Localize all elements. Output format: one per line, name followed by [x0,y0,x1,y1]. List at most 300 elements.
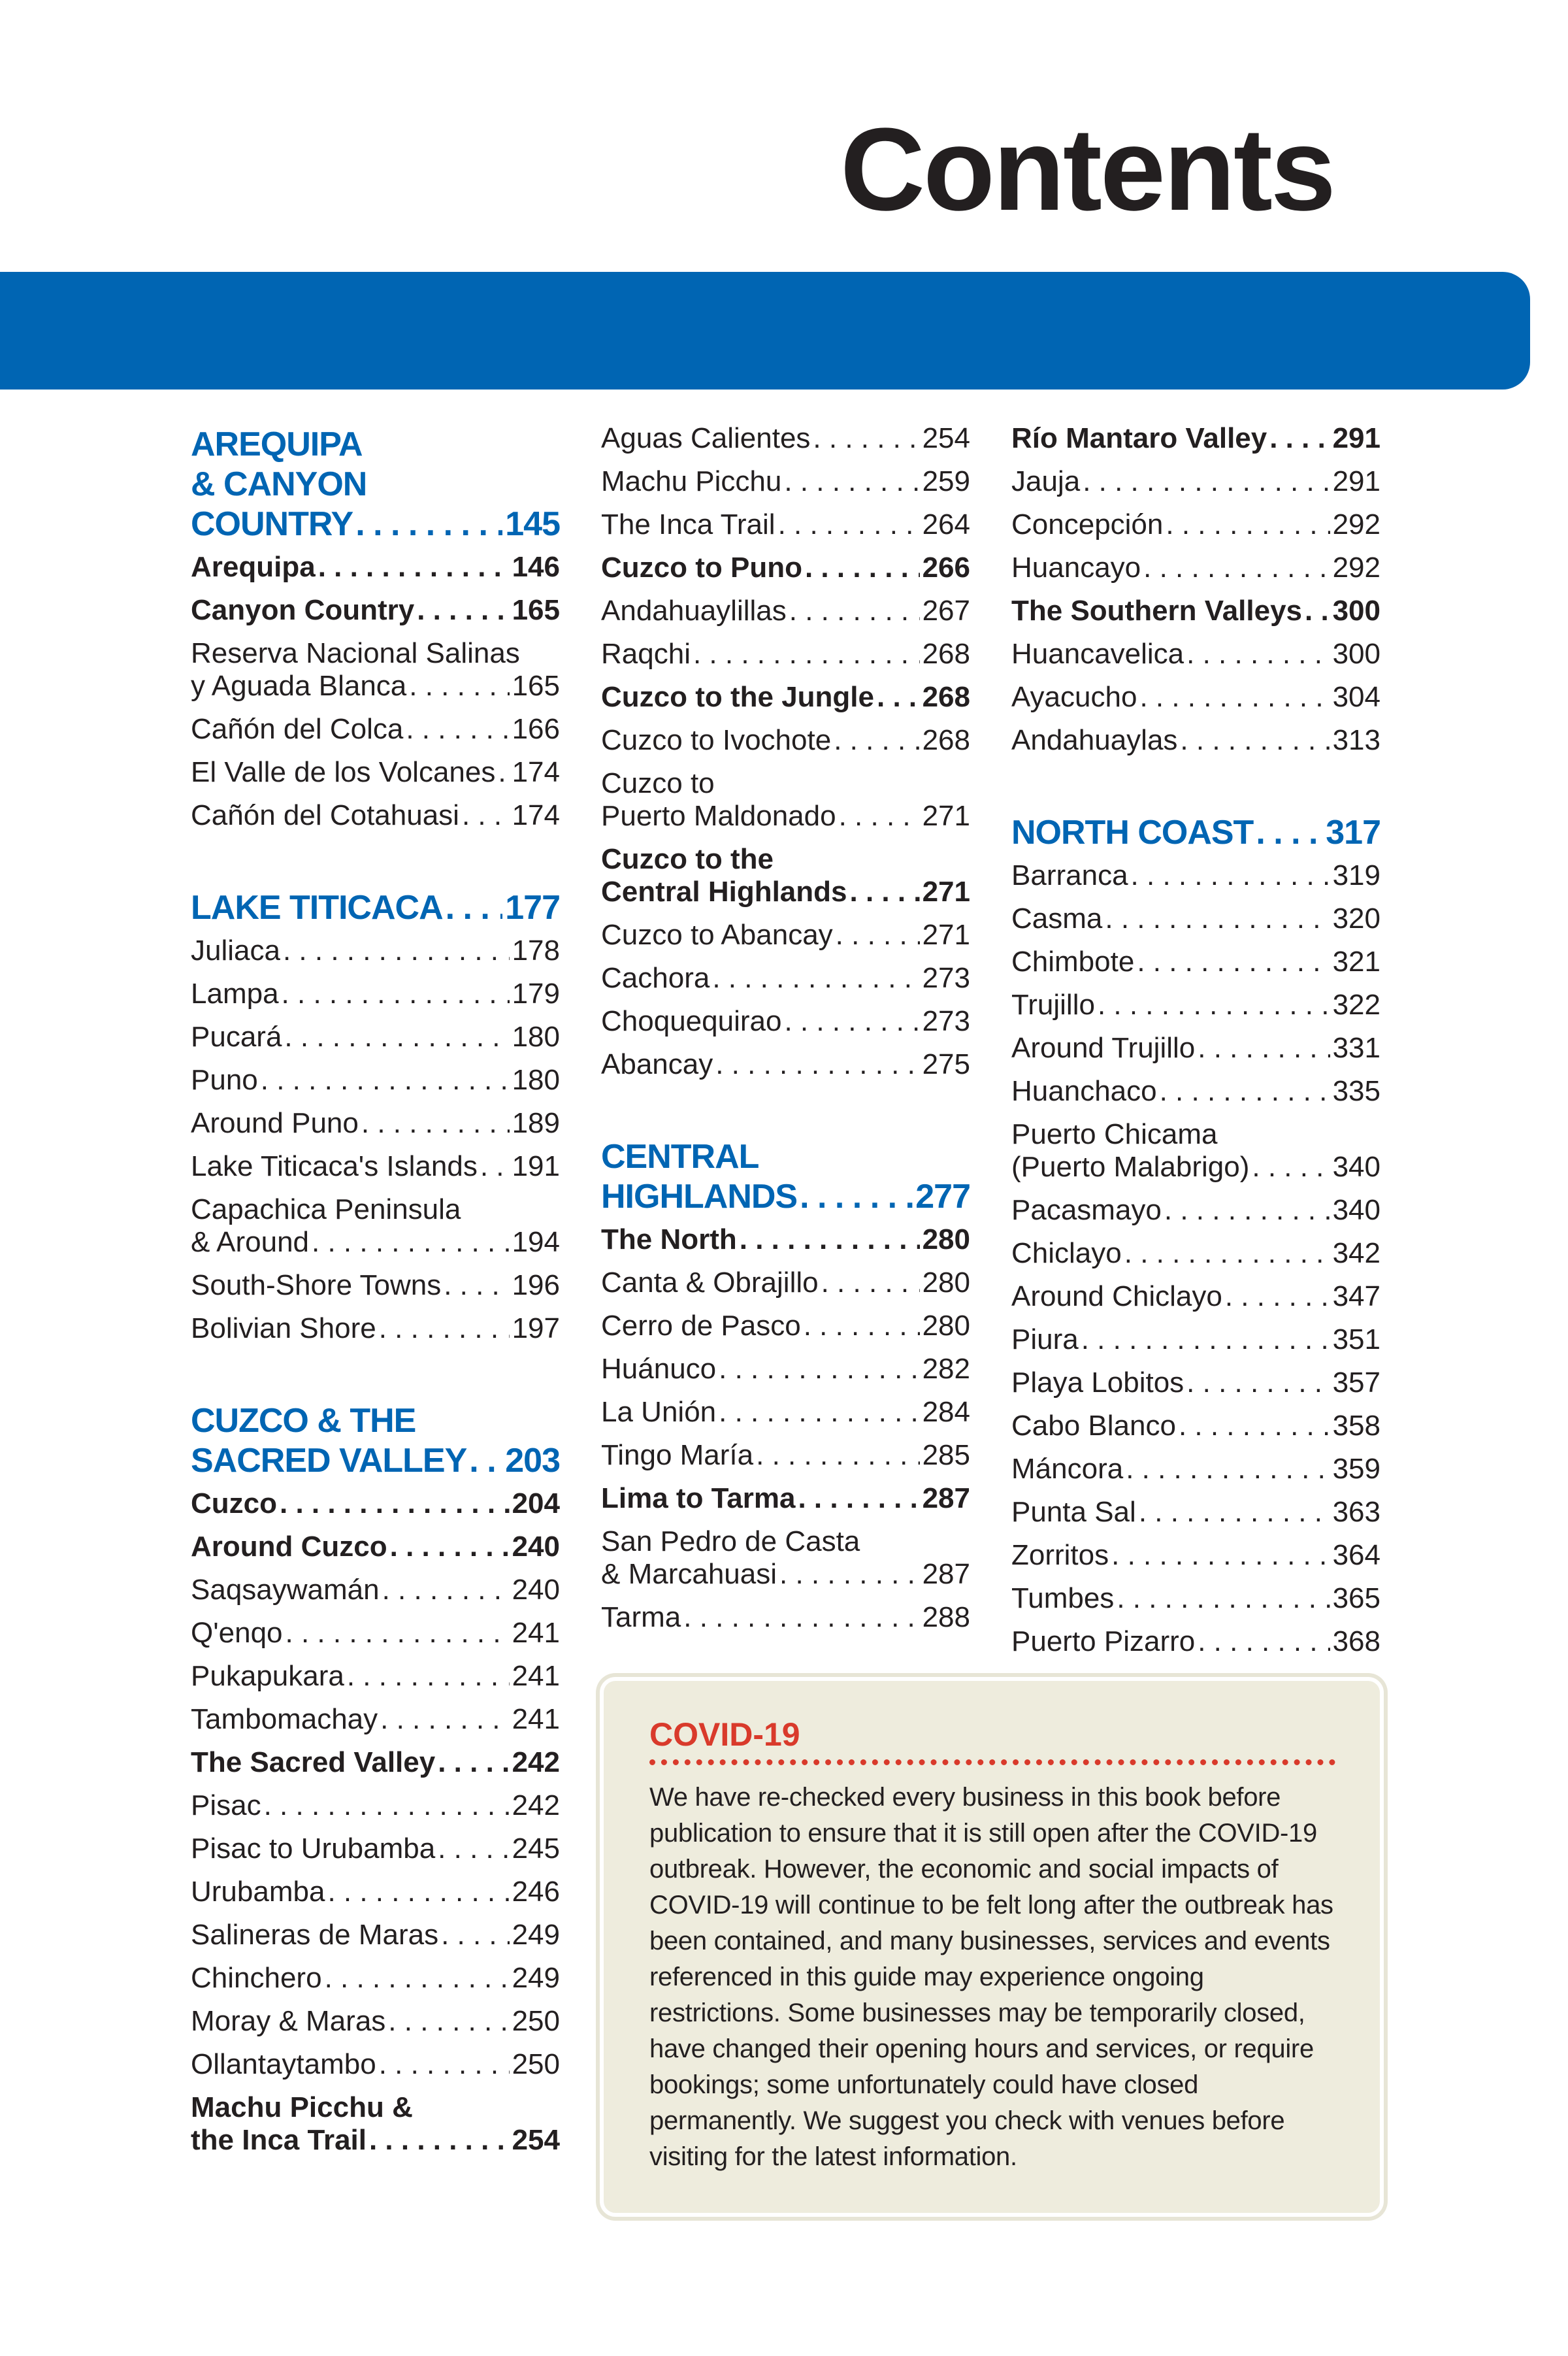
entry-title: Tarma [601,1601,681,1633]
dot-leader [462,799,510,832]
toc-entry[interactable] [191,1064,560,1097]
toc-column-2 [601,422,970,1690]
toc-entry[interactable] [601,508,970,541]
entry-title: Abancay [601,1048,713,1080]
dot-leader [1139,681,1330,714]
toc-entry[interactable] [1011,595,1380,627]
header-banner [0,272,1530,390]
dot-leader [1179,1410,1330,1442]
entry-page-number: 363 [1332,1496,1380,1528]
toc-entry[interactable] [191,1703,560,1736]
toc-entry[interactable] [191,935,560,967]
dot-leader [388,2005,509,2038]
entry-title: Zorritos [1011,1539,1109,1571]
entry-page-number: 165 [512,594,560,626]
entry-last-line [601,876,970,908]
dot-leader [280,1487,510,1520]
entry-title: Q'enqo [191,1617,283,1649]
section-heading-line: NORTH COAST [1011,814,1254,852]
entry-title: South-Shore Towns [191,1269,442,1301]
toc-section [601,422,970,1081]
toc-entry[interactable] [1011,1539,1380,1572]
dot-leader [1198,1625,1330,1658]
dot-leader [1198,1032,1330,1065]
toc-entry[interactable] [1011,1323,1380,1356]
dot-leader [438,1746,509,1779]
entry-title: Cuzco to Abancay [601,919,833,951]
entry-page-number: 166 [512,713,560,745]
entry-title: Pacasmayo [1011,1194,1162,1226]
toc-section [191,888,560,1345]
toc-entry[interactable] [191,1746,560,1779]
entry-title: Around Puno [191,1107,359,1139]
toc-entry[interactable] [1011,552,1380,584]
entry-page-number: 264 [922,508,970,540]
page-title: Contents [840,104,1334,235]
toc-section [1011,813,1380,1658]
section-page-number: 203 [505,1442,560,1480]
entry-title: Lima to Tarma [601,1482,796,1514]
dot-leader [369,2124,510,2157]
entry-title: The North [601,1223,737,1255]
toc-entry[interactable] [1011,681,1380,714]
dot-leader [1137,946,1330,978]
entry-page-number: 174 [512,799,560,831]
toc-entry[interactable] [191,1487,560,1520]
toc-entry[interactable] [1011,1496,1380,1529]
entry-page-number: 271 [922,876,970,908]
toc-entry[interactable] [191,551,560,584]
dot-leader [756,1439,919,1472]
toc-entry[interactable] [601,1353,970,1385]
entry-page-number: 275 [922,1048,970,1080]
dot-leader [712,962,919,995]
toc-entry[interactable] [601,1267,970,1299]
toc-entry[interactable] [601,1310,970,1342]
entry-title: Cañón del Colca [191,713,404,745]
entry-page-number: 291 [1332,465,1380,497]
toc-entry[interactable] [601,1005,970,1038]
dot-leader [446,888,503,928]
section-page-number: 317 [1326,814,1380,852]
entry-last-line [1011,1151,1380,1184]
entry-title-line: y Aguada Blanca [191,670,407,702]
toc-entry[interactable] [191,713,560,746]
dot-leader [438,1833,509,1865]
toc-entry[interactable] [191,978,560,1010]
entry-page-number: 340 [1332,1194,1380,1226]
dot-leader [286,1617,510,1650]
entry-title: Playa Lobitos [1011,1367,1184,1399]
entry-title: Cuzco to Ivochote [601,724,832,756]
dot-leader [1131,859,1330,892]
entry-page-number: 180 [512,1064,560,1096]
dot-leader [1164,1194,1330,1227]
toc-entry[interactable] [191,2048,560,2081]
toc-entry[interactable] [1011,1625,1380,1658]
dot-leader [283,935,510,967]
entry-title: Raqchi [601,638,691,670]
entry-list [191,935,560,1345]
entry-page-number: 246 [512,1876,560,1908]
entry-title: Cabo Blanco [1011,1410,1176,1442]
toc-entry[interactable] [191,756,560,789]
entry-title-line: (Puerto Malabrigo) [1011,1151,1250,1183]
entry-title: Choquequirao [601,1005,782,1037]
toc-entry[interactable] [1011,1075,1380,1108]
dot-leader [1225,1280,1330,1313]
toc-entry[interactable] [191,1833,560,1865]
toc-entry[interactable] [1011,1410,1380,1442]
toc-entry[interactable] [601,1439,970,1472]
toc-entry[interactable] [191,1574,560,1606]
entry-page-number: 240 [512,1574,560,1606]
toc-entry[interactable] [191,1876,560,1908]
entry-page-number: 331 [1332,1032,1380,1064]
entry-title: Cuzco to the Jungle [601,681,874,713]
dot-leader [325,1962,510,1995]
entry-page-number: 300 [1332,595,1380,627]
entry-title: The Sacred Valley [191,1746,436,1778]
entry-page-number: 194 [512,1226,560,1258]
entry-page-number: 271 [922,919,970,951]
toc-entry[interactable] [601,1223,970,1256]
entry-title: Casma [1011,903,1103,935]
dot-leader [347,1660,510,1693]
dot-leader [877,681,920,714]
toc-section [191,425,560,832]
toc-entry[interactable] [191,1150,560,1183]
entry-title: Around Chiclayo [1011,1280,1222,1312]
toc-entry[interactable] [601,1525,970,1591]
entry-title: Saqsaywamán [191,1574,380,1606]
toc-entry[interactable] [1011,1194,1380,1227]
entry-title: Huancavelica [1011,638,1184,670]
covid-notice-body: We have re-checked every business in this book before publication to ensure that it is still open after the COVID-19 outbreak. However, the economic and social impacts of COVID-19 will continue to be felt long after the outbreak has been contained, and many businesses, services and events referenced in this guide may experience ongoing restrictions. Some businesses may be temporarily closed, have changed their opening hours and services, or require bookings; some unfortunately could have closed permanently. We suggest you check with venues before visiting for the latest information. [649,1783,1333,2171]
dot-leader [469,1441,502,1481]
entry-page-number: 189 [512,1107,560,1139]
dot-leader [498,756,509,789]
toc-entry[interactable] [191,594,560,627]
toc-entry[interactable] [1011,638,1380,671]
entry-title: Cerro de Pasco [601,1310,801,1342]
entry-page-number: 365 [1332,1582,1380,1614]
toc-entry[interactable] [1011,1280,1380,1313]
section-heading-row [191,1441,560,1481]
toc-entry[interactable] [601,552,970,584]
dot-leader [355,505,502,544]
entry-list [601,1223,970,1634]
dot-leader [1256,813,1323,853]
dot-leader [784,465,919,498]
toc-entry[interactable] [191,799,560,832]
toc-entry[interactable] [191,1269,560,1302]
toc-entry[interactable] [601,465,970,498]
section-heading-line: HIGHLANDS [601,1178,798,1216]
dot-leader [318,551,510,584]
entry-title: Moray & Maras [191,2005,386,2037]
entry-title-line: Puerto Maldonado [601,800,836,832]
section-heading[interactable] [191,425,560,544]
entry-title: Cachora [601,962,710,994]
toc-entry[interactable] [1011,1453,1380,1485]
entry-page-number: 267 [922,595,970,627]
toc-entry[interactable] [601,1482,970,1515]
entry-title-line: Cuzco to the [601,843,774,875]
toc-entry[interactable] [191,1617,560,1650]
entry-title: Lake Titicaca's Islands [191,1150,478,1182]
dot-leader [813,422,919,455]
toc-entry[interactable] [191,1789,560,1822]
toc-entry[interactable] [601,962,970,995]
section-heading-line: & CANYON [191,465,367,503]
entry-title-line: Central Highlands [601,876,847,908]
toc-entry[interactable] [191,1919,560,1951]
entry-title: Piura [1011,1323,1079,1355]
entry-title: Huanchaco [1011,1075,1157,1107]
dot-leader [409,670,509,703]
toc-entry[interactable] [1011,859,1380,892]
dot-leader [693,638,920,671]
entry-title-line: Reserva Nacional Salinas [191,637,520,669]
entry-title: Bolivian Shore [191,1312,376,1344]
toc-entry[interactable] [1011,989,1380,1021]
section-page-number: 277 [915,1178,970,1216]
toc-entry[interactable] [191,1660,560,1693]
section-heading-row [1011,813,1380,853]
toc-entry[interactable] [191,637,560,703]
dot-leader [1143,552,1330,584]
dot-leader [800,1177,913,1217]
toc-entry[interactable] [1011,1237,1380,1270]
dot-leader [821,1267,920,1299]
entry-title: Chinchero [191,1962,322,1994]
toc-entry[interactable] [1011,903,1380,935]
covid-notice-box [600,1677,1384,2217]
toc-entry[interactable] [191,1962,560,1995]
dot-leader [839,800,920,833]
entry-last-line [191,670,560,703]
dot-leader [261,1064,510,1097]
dot-leader [740,1223,920,1256]
entry-last-line [601,1558,970,1591]
toc-entry[interactable] [1011,422,1380,455]
toc-entry[interactable] [1011,1582,1380,1615]
entry-list [1011,422,1380,757]
dot-leader [1305,595,1330,627]
entry-title: Huánuco [601,1353,717,1385]
dot-leader [1252,1151,1330,1184]
entry-page-number: 242 [512,1746,560,1778]
entry-page-number: 240 [512,1531,560,1563]
section-heading-line: CENTRAL [601,1138,759,1176]
dot-leader [264,1789,510,1822]
dot-leader [719,1396,919,1429]
toc-entry[interactable] [191,1193,560,1259]
entry-page-number: 347 [1332,1280,1380,1312]
entry-page-number: 321 [1332,946,1380,978]
dot-leader [282,978,510,1010]
entry-title-line: Cuzco to [601,767,715,799]
entry-page-number: 292 [1332,552,1380,584]
entry-last-line [601,800,970,833]
toc-entry[interactable] [191,1312,560,1345]
entry-title-line: & Around [191,1226,310,1258]
entry-page-number: 204 [512,1487,560,1519]
entry-page-number: 245 [512,1833,560,1865]
toc-entry[interactable] [601,919,970,952]
entry-title-line: Machu Picchu & [191,2091,413,2123]
toc-entry[interactable] [1011,465,1380,498]
entry-page-number: 180 [512,1021,560,1053]
entry-title: The Southern Valleys [1011,595,1303,627]
entry-page-number: 335 [1332,1075,1380,1107]
entry-title: Huancayo [1011,552,1141,584]
section-heading-row [601,1177,970,1217]
toc-entry[interactable] [601,681,970,714]
entry-page-number: 292 [1332,508,1380,540]
entry-title-line: the Inca Trail [191,2124,367,2156]
entry-title: Punta Sal [1011,1496,1136,1528]
entry-page-number: 268 [922,638,970,670]
toc-entry[interactable] [601,1601,970,1634]
entry-page-number: 368 [1332,1625,1380,1657]
dot-leader [798,1482,919,1515]
toc-entry[interactable] [1011,1032,1380,1065]
entry-page-number: 250 [512,2005,560,2037]
entry-title: Around Trujillo [1011,1032,1196,1064]
toc-entry[interactable] [601,638,970,671]
dot-leader [1180,724,1330,757]
entry-title-line: Capachica Peninsula [191,1193,461,1225]
dot-leader [834,724,919,757]
dot-leader [380,1703,509,1736]
toc-entry[interactable] [1011,724,1380,757]
entry-title: Cuzco to Puno [601,552,802,584]
entry-page-number: 268 [922,724,970,756]
toc-entry[interactable] [191,1531,560,1563]
entry-page-number: 174 [512,756,560,788]
toc-entry[interactable] [1011,946,1380,978]
section-page-number: 177 [505,889,560,927]
entry-page-number: 313 [1332,724,1380,756]
entry-title: Salineras de Maras [191,1919,439,1951]
dot-leader [784,1005,919,1038]
toc-section [1011,422,1380,757]
section-heading-line: SACRED VALLEY [191,1442,467,1480]
entry-page-number: 340 [1332,1151,1380,1183]
entry-page-number: 288 [922,1601,970,1633]
entry-page-number: 249 [512,1919,560,1951]
section-page-number: 145 [505,505,560,543]
dot-leader [1269,422,1330,455]
entry-title: Puerto Pizarro [1011,1625,1196,1657]
section-heading-line: CUZCO & THE [191,1402,416,1440]
dot-leader [1186,1367,1330,1399]
section-heading[interactable] [601,1137,970,1217]
entry-page-number: 351 [1332,1323,1380,1355]
toc-entry[interactable] [1011,1118,1380,1184]
dot-leader [444,1269,509,1302]
entry-title: Andahuaylillas [601,595,787,627]
entry-page-number: 285 [922,1439,970,1471]
section-heading[interactable] [191,1401,560,1481]
section-heading-row [191,888,560,928]
toc-entry[interactable] [1011,508,1380,541]
section-heading-row [191,505,560,544]
entry-page-number: 146 [512,551,560,583]
dot-leader [804,1310,920,1342]
entry-title: Barranca [1011,859,1128,891]
dot-leader [1111,1539,1330,1572]
covid-notice-divider [649,1759,1335,1765]
entry-page-number: 254 [922,422,970,454]
entry-page-number: 254 [512,2124,560,2156]
entry-title: Juliaca [191,935,280,967]
entry-title: Concepción [1011,508,1164,540]
toc-entry[interactable] [601,724,970,757]
entry-list [601,422,970,1081]
toc-entry[interactable] [601,422,970,455]
covid-notice-title: COVID-19 [649,1716,800,1753]
entry-title: Around Cuzco [191,1531,387,1563]
entry-page-number: 249 [512,1962,560,1994]
toc-entry[interactable] [191,1107,560,1140]
entry-page-number: 242 [512,1789,560,1821]
toc-entry[interactable] [191,2091,560,2157]
dot-leader [379,2048,510,2081]
toc-entry[interactable] [601,1048,970,1081]
section-heading-line: AREQUIPA [191,425,363,463]
dot-leader [1139,1496,1330,1529]
section-heading[interactable] [191,888,560,928]
entry-page-number: 287 [922,1558,970,1590]
toc-entry[interactable] [601,767,970,833]
entry-page-number: 357 [1332,1367,1380,1399]
dot-leader [683,1601,919,1634]
dot-leader [327,1876,509,1908]
toc-entry[interactable] [191,1021,560,1054]
dot-leader [1081,1323,1330,1356]
toc-entry[interactable] [1011,1367,1380,1399]
entry-page-number: 196 [512,1269,560,1301]
toc-entry[interactable] [601,1396,970,1429]
entry-title: Urubamba [191,1876,325,1908]
entry-page-number: 282 [922,1353,970,1385]
dot-leader [715,1048,919,1081]
entry-page-number: 271 [922,800,970,832]
toc-entry[interactable] [191,2005,560,2038]
dot-leader [1186,638,1330,671]
entry-title: Canta & Obrajillo [601,1267,819,1299]
dot-leader [850,876,920,908]
entry-title: Ollantaytambo [191,2048,376,2080]
entry-page-number: 358 [1332,1410,1380,1442]
toc-entry[interactable] [601,843,970,908]
dot-leader [382,1574,510,1606]
entry-page-number: 178 [512,935,560,967]
dot-leader [406,713,509,746]
entry-page-number: 300 [1332,638,1380,670]
toc-section [601,1137,970,1634]
section-heading[interactable] [1011,813,1380,853]
section-heading-line: LAKE TITICACA [191,889,443,927]
toc-entry[interactable] [601,595,970,627]
dot-leader [779,1558,920,1591]
entry-page-number: 320 [1332,903,1380,935]
dot-leader [1098,989,1330,1021]
entry-page-number: 322 [1332,989,1380,1021]
